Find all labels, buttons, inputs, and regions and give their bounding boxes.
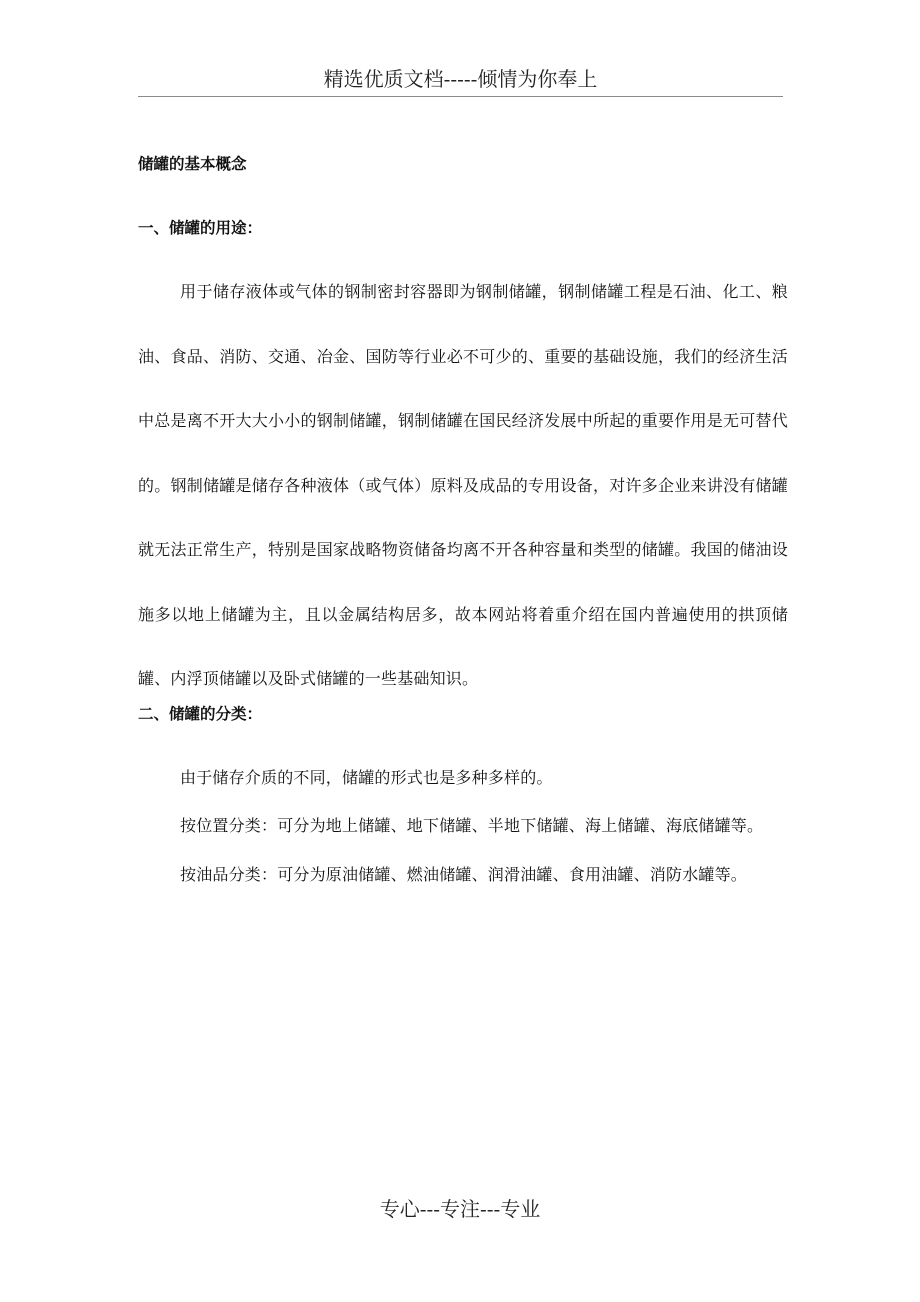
- document-body: [138, 148, 788, 907]
- classification-paragraph-location: 按位置分类：可分为地上储罐、地下储罐、半地下储罐、海上储罐、海底储罐等。: [180, 816, 764, 835]
- page-header: 精选优质文档-----倾情为你奉上: [138, 62, 783, 97]
- classification-paragraph-intro: 由于储存介质的不同，储罐的形式也是多种多样的。: [180, 767, 553, 787]
- usage-paragraph: 用于储存液体或气体的钢制密封容器即为钢制储罐，钢制储罐工程是石油、化工、粮油、食品、消防、交通、冶金、国防等行业必不可少的、重要的基础设施，我们的经济生活中总是离不开大大小小的钢制储罐，钢制储罐在国民经济发展中所起的重要作用是无可替代的。钢制储罐是储存各种液体（或气体）原料及成品的专用设备，对许多企业来讲没有储罐就无法正常生产，特别是国家战略物资储备均离不开各种容量和类型的储罐。我国的储油设施多以地上储罐为主，且以金属结构居多，故本网站将着重介绍在国内普遍使用的拱顶储罐、内浮顶储罐以及卧式储罐的一些基础知识。: [138, 282, 788, 688]
- section-heading-usage: 一、储罐的用途：: [138, 219, 263, 237]
- section-heading-classification: 二、储罐的分类：: [138, 704, 263, 723]
- page-footer: 专心---专注---专业: [379, 1197, 541, 1221]
- classification-paragraph-oil: 按油品分类：可分为原油储罐、燃油储罐、润滑油罐、食用油罐、消防水罐等。: [180, 864, 748, 884]
- document-title: 储罐的基本概念: [138, 155, 247, 173]
